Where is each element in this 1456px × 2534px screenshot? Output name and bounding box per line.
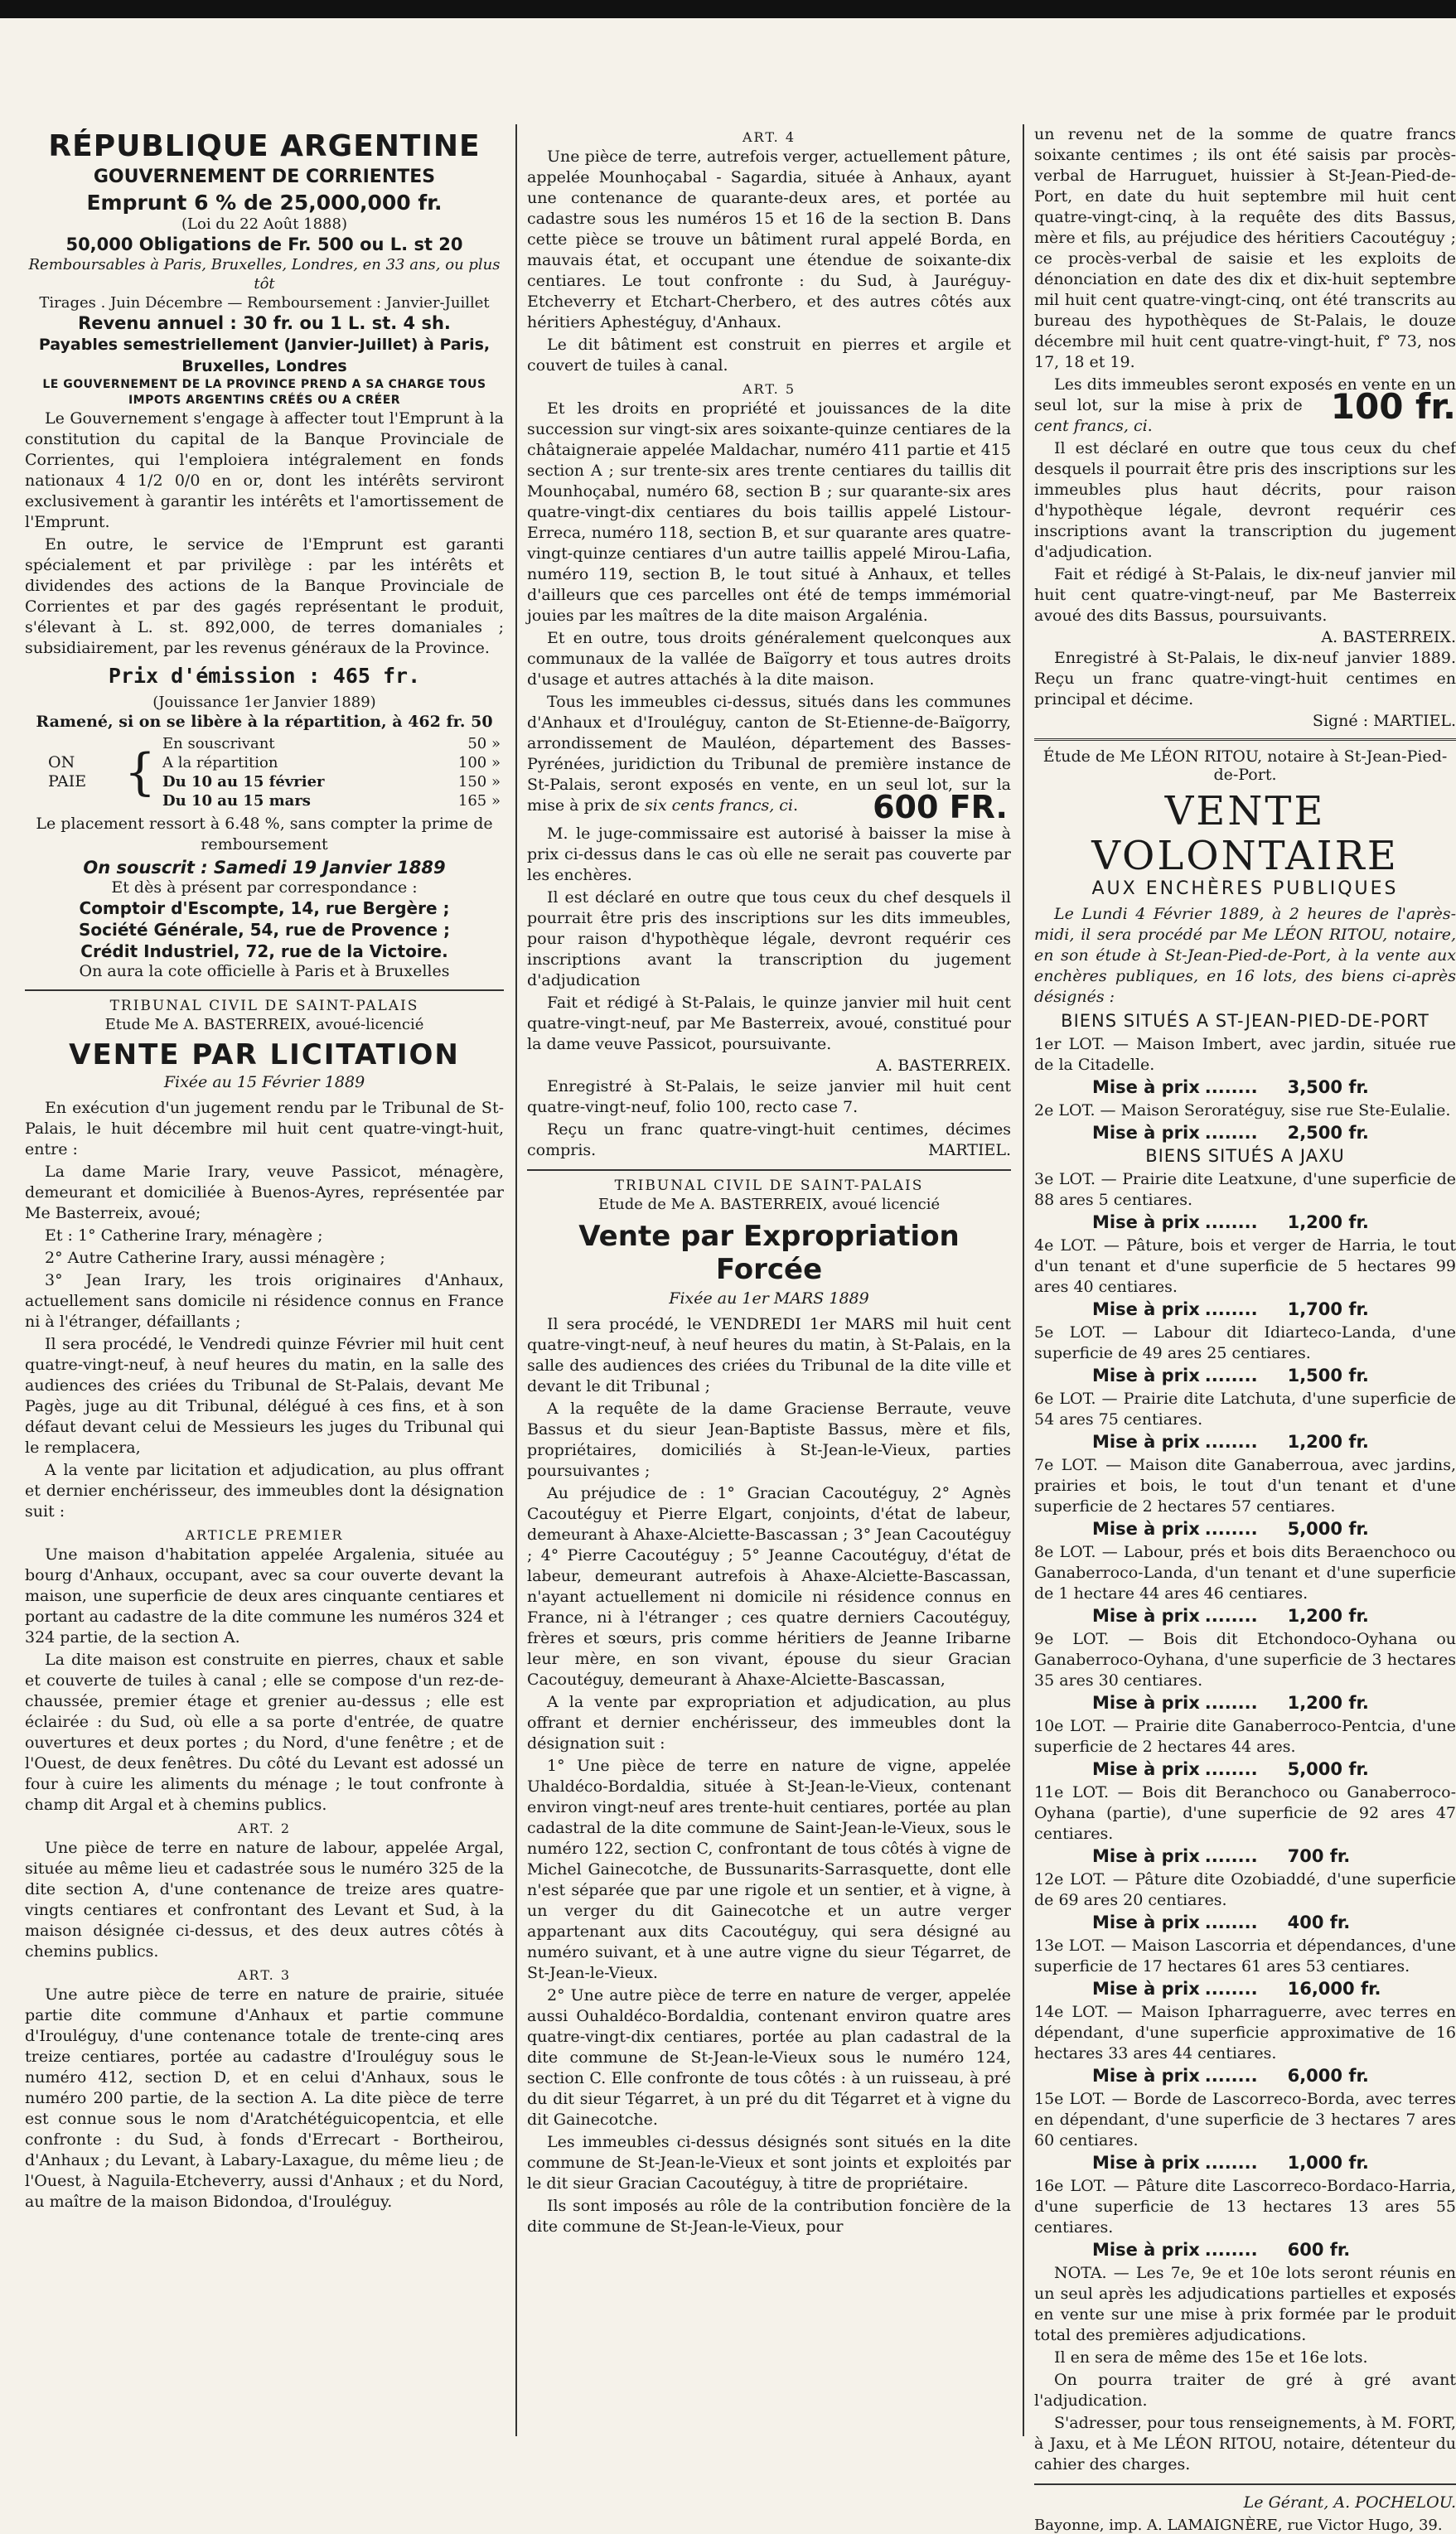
leader-dots: ........ bbox=[1204, 1212, 1258, 1232]
page-top-edge bbox=[0, 0, 1456, 18]
signature: A. BASTERREIX. bbox=[1321, 628, 1456, 646]
etude-heading: Etude Me A. BASTERREIX, avoué-licencié bbox=[104, 1016, 424, 1033]
notice-paragraph: Et : 1° Catherine Irary, ménagère ; bbox=[45, 1226, 323, 1245]
issue-reduced: Ramené, si on se libère à la répartition, à 462 fr. 50 bbox=[36, 713, 493, 731]
etude-heading: Etude de Me A. BASTERREIX, avoué licencié bbox=[597, 1196, 941, 1213]
divider bbox=[25, 989, 504, 991]
lot-description: 7e LOT. — Maison dite Ganaberroua, avec jardins, prairies et bois, le tout d'un tenant et d'une superficie de 2 hectares 57 centiares. bbox=[1034, 1456, 1456, 1516]
notice-paragraph: La dame Marie Irary, veuve Passicot, ménagère, demeurant et domiciliée à Buenos-Ayres, représentée par Me Basterreix, avoué; bbox=[25, 1163, 504, 1222]
payment-brace: { bbox=[123, 743, 156, 801]
lot-price-label: Mise à prix bbox=[1092, 2240, 1200, 2260]
bank-1: Comptoir d'Escompte, 14, rue Bergère ; bbox=[79, 898, 450, 918]
signature: A. BASTERREIX. bbox=[876, 1057, 1011, 1075]
lot-price-label: Mise à prix bbox=[1092, 1759, 1200, 1779]
lot-starting-price bbox=[1092, 1123, 1456, 1143]
lots-list-1 bbox=[1034, 1034, 1456, 1143]
article-text: Et en outre, tous droits généralement quelconques aux communaux de la vallée de Baïgorry et tous autres droits d'usage et autres attachés à la dite maison. bbox=[527, 629, 1011, 689]
article-heading: ART. 5 bbox=[743, 381, 796, 397]
loan-draws: Tirages . Juin Décembre — Remboursement : Janvier-Juillet bbox=[39, 294, 490, 312]
lot-price-label: Mise à prix bbox=[1092, 2066, 1200, 2086]
loan-amount: Emprunt 6 % de 25,000,000 fr. bbox=[86, 191, 443, 215]
leader-dots: ........ bbox=[1204, 1693, 1258, 1713]
loan-payable: Payables semestriellement (Janvier-Juillet) à Paris, Bruxelles, Londres bbox=[38, 336, 491, 375]
leader-dots: ........ bbox=[1204, 1432, 1258, 1452]
payment-row-label: En souscrivant bbox=[162, 735, 275, 752]
lot-price-value: 1,500 fr. bbox=[1287, 1366, 1369, 1385]
lot-price-value: 2,500 fr. bbox=[1287, 1123, 1369, 1143]
article-heading: ARTICLE PREMIER bbox=[185, 1527, 344, 1543]
loan-government: GOUVERNEMENT DE CORRIENTES bbox=[93, 167, 436, 187]
lot-description: 14e LOT. — Maison Ipharraguerre, avec terres en dépendant, d'une superficie approximative de 16 hectares 33 ares 44 centiares. bbox=[1034, 2003, 1456, 2063]
lot-description: 6e LOT. — Prairie dite Latchuta, d'une superficie de 54 ares 75 centiares. bbox=[1034, 1390, 1456, 1429]
notice-paragraph: Il sera procédé, le VENDREDI 1er MARS mil huit cent quatre-vingt-neuf, à neuf heures du matin, à St-Palais, en la salle des audiences des criées du Tribunal de la dite ville et devant le dit Tribunal ; bbox=[527, 1315, 1011, 1395]
article-text: M. le juge-commissaire est autorisé à baisser la mise à prix ci-dessus dans le cas où elle ne serait pas couverte par les enchères. bbox=[527, 825, 1011, 884]
lot-price-value: 3,500 fr. bbox=[1287, 1077, 1369, 1097]
loan-title: RÉPUBLIQUE ARGENTINE bbox=[48, 129, 481, 163]
signature: MARTIEL. bbox=[928, 1141, 1011, 1159]
payment-row-label: Du 10 au 15 février bbox=[162, 773, 325, 791]
notice-paragraph: En exécution d'un jugement rendu par le Tribunal de St-Palais, le huit décembre mil huit cent quatre-vingt-huit, entre : bbox=[25, 1099, 504, 1158]
loan-tax-note: LE GOUVERNEMENT DE LA PROVINCE PREND A SA CHARGE TOUS IMPOTS ARGENTINS CRÉÉS OU A CRÉER bbox=[42, 378, 486, 407]
leader-dots: ........ bbox=[1204, 1606, 1258, 1626]
lot-starting-price bbox=[1092, 1979, 1456, 1999]
lot-price-value: 1,200 fr. bbox=[1287, 1212, 1369, 1232]
payment-row-label: A la répartition bbox=[162, 754, 278, 771]
payment-row-value: 165 » bbox=[457, 792, 501, 810]
lot-price-label: Mise à prix bbox=[1092, 1693, 1200, 1713]
lot-price-label: Mise à prix bbox=[1092, 1606, 1200, 1626]
lot-price-label: Mise à prix bbox=[1092, 1979, 1200, 1999]
lot-price-label: Mise à prix bbox=[1092, 1519, 1200, 1539]
tribunal-heading: TRIBUNAL CIVIL DE SAINT-PALAIS bbox=[614, 1178, 924, 1194]
article-heading: ART. 4 bbox=[743, 129, 796, 145]
newspaper-page bbox=[25, 124, 1456, 2534]
loan-income: Revenu annuel : 30 fr. ou 1 L. st. 4 sh. bbox=[78, 313, 451, 333]
notice-paragraph: Il est déclaré en outre que tous ceux du chef desquels il pourrait être pris des inscriptions sur les immeubles plus haut décrits, pour raison d'hypothèque légale, devront requérir ces inscriptions avant la transcription du jugement d'adjudication. bbox=[1034, 439, 1456, 561]
divider bbox=[1034, 2483, 1456, 2485]
divider bbox=[527, 1169, 1011, 1171]
payment-row-value: 150 » bbox=[457, 773, 501, 791]
lot-starting-price bbox=[1092, 1077, 1456, 1097]
lot-starting-price bbox=[1092, 1299, 1456, 1319]
article-text: Et les droits en propriété et jouissances de la dite succession sur vingt-six ares soixante-quinze centiares de la châtaigneraie appelée Maldachar, numéro 411 partie et 415 section A ; sur trente-six ares trente centiares du taillis dit Mounhoçabal, numéro 68, section B ; sur quarante-six ares quatre-vingt-dix centiares du bois taillis appelé Listour-Errecа, numéro 118, section B, et sur quarante ares quatre-vingt-quinze centiares d'un autre taillis appelé Mirou-Lafia, numéro 119, section B, le tout situé à Anhaux, et telles d'ailleurs que ces parcelles ont été de temps immémorial jouies par les maîtres de la dite maison Argalénia. bbox=[527, 399, 1011, 625]
lot-starting-price bbox=[1092, 2153, 1456, 2173]
lot-price-value: 1,700 fr. bbox=[1287, 1299, 1369, 1319]
lot-starting-price bbox=[1092, 1759, 1456, 1779]
lot-price-value: 16,000 fr. bbox=[1287, 1979, 1381, 1999]
issue-price: Prix d'émission : 465 fr. bbox=[108, 664, 421, 688]
article-text: Une pièce de terre, autrefois verger, actuellement pâture, appelée Mounhoçabal - Sagardia, située à Anhaux, ayant une contenance de quarante-deux ares, et portée au cadastre sous les numéros 15 et 16 de la section B. Dans cette pièce se trouve un bâtiment rural appelé Borda, en mauvais état, et occupant une étendue de soixante-dix centiares. Le tout confronte : du Sud, à Jauréguy-Etcheverry et Etchart-Cherbero, et des autres côtés aux héritiers Aphestéguy, d'Anhaux. bbox=[527, 147, 1011, 331]
lot-description: 2e LOT. — Maison Seroratéguy, sise rue Ste-Eulalie. bbox=[1034, 1101, 1451, 1120]
leader-dots: ........ bbox=[1204, 1366, 1258, 1385]
leader-dots: ........ bbox=[1204, 1519, 1258, 1539]
nota-text: NOTA. — Les 7e, 9e et 10e lots seront réunis en un seul après les adjudications partielles et exposés en vente sur une mise à prix formée par le produit total des premières adjudications. bbox=[1034, 2264, 1456, 2344]
payment-row-label: Du 10 au 15 mars bbox=[162, 792, 311, 810]
lot-price-label: Mise à prix bbox=[1092, 1846, 1200, 1866]
starting-price-600: 600 FR. bbox=[873, 789, 1008, 825]
leader-dots: ........ bbox=[1204, 2240, 1258, 2260]
correspondence-note: Et dès à présent par correspondance : bbox=[111, 878, 418, 897]
lot-starting-price bbox=[1092, 1519, 1456, 1539]
sale-title: VENTE VOLONTAIRE bbox=[1091, 788, 1399, 879]
leader-dots: ........ bbox=[1204, 1759, 1258, 1779]
lot-price-value: 400 fr. bbox=[1287, 1913, 1351, 1932]
lot-description: 9e LOT. — Bois dit Etchondoco-Oyhana ou Ganaberroco-Oyhana, d'une superficie de 3 hectares 35 ares 30 centiares. bbox=[1034, 1630, 1456, 1690]
lot-price-label: Mise à prix bbox=[1092, 1212, 1200, 1232]
column-rule bbox=[515, 124, 517, 2436]
lots-list-2 bbox=[1034, 1169, 1456, 2260]
lot-price-value: 600 fr. bbox=[1287, 2240, 1351, 2260]
article-heading: ART. 2 bbox=[238, 1821, 291, 1836]
starting-price-100: 100 fr. bbox=[1330, 386, 1456, 427]
notice-paragraph: 1° Une pièce de terre en nature de vigne, appelée Uhaldéco-Bordaldia, située à St-Jean-le-Vieux, contenant environ vingt-neuf ares trente-huit centiares, portée au plan cadastral de la dite commune de Saint-Jean-le-Vieux, sous le numéro 122, section C, confrontant de tous côtés à vigne de Michel Gainecotche, de Bussunarits-Sarrasquette, dont elle n'est séparée que par une rigole et un sentier, et à vigne, à un verger du dit Gainecotche et un autre verger appartenant aux dits Cacoutéguy, qui sera désigné au numéro suivant, et à une autre vigne du sieur Tégarret, de St-Jean-le-Vieux. bbox=[527, 1757, 1011, 1982]
notice-paragraph: un revenu net de la somme de quatre francs soixante centimes ; ils ont été saisis par procès-verbal de Harruguet, huissier à St-Jean-Pied-de-Port, en date du huit septembre mil huit cent quatre-vingt-cinq, à la requête des dits Bassus, mère et fils, au préjudice des héritiers Cacoutéguy ; ce procès-verbal de saisie et les exploits de dénonciation en date des dix et dix-huit septembre mil huit cent quatre-vingt-cinq, ont été transcrits au bureau des hypothèques de St-Palais, le douze décembre mil huit cent quatre-vingt-huit, f° 73, nos 17, 18 et 19. bbox=[1034, 125, 1456, 371]
column-1 bbox=[25, 124, 504, 2445]
lot-price-label: Mise à prix bbox=[1092, 1123, 1200, 1143]
loan-obligations: 50,000 Obligations de Fr. 500 ou L. st 20 bbox=[65, 235, 463, 254]
column-2 bbox=[527, 124, 1011, 2445]
bank-3: Crédit Industriel, 72, rue de la Victoire. bbox=[80, 941, 448, 961]
lot-price-value: 6,000 fr. bbox=[1287, 2066, 1369, 2086]
leader-dots: ........ bbox=[1204, 2153, 1258, 2173]
column-3 bbox=[1034, 124, 1456, 2534]
lot-price-value: 1,000 fr. bbox=[1287, 2153, 1369, 2173]
notice-paragraph: Les immeubles ci-dessus désignés sont situés en la dite commune de St-Jean-le-Vieux et sont joints et exploités par le dit sieur Gracian Cacoutéguy, à titre de propriétaire. bbox=[527, 2133, 1011, 2193]
lot-description: 13e LOT. — Maison Lascorria et dépendances, d'une superficie de 17 hectares 61 ares 53 centiares. bbox=[1034, 1937, 1456, 1975]
column-rule bbox=[1023, 124, 1024, 2436]
leader-dots: ........ bbox=[1204, 1979, 1258, 1999]
notice-paragraph: 2° Autre Catherine Irary, aussi ménagère ; bbox=[45, 1249, 385, 1267]
lot-price-value: 1,200 fr. bbox=[1287, 1693, 1369, 1713]
payment-row-value: 100 » bbox=[457, 754, 501, 771]
notice-paragraph: 2° Une autre pièce de terre en nature de verger, appelée aussi Ouhaldéco-Bordaldia, contenant environ quatre ares quatre-vingt-dix centiares, portée au plan cadastral de la dite commune de St-Jean-le-Vieux sous le numéro 124, section C. Elle confronte de tous côtés : à un ruisseau, à pré du dit sieur Tégarret, à un pré du dit Tégarret et à vigne du dit Gainecotche. bbox=[527, 1986, 1011, 2129]
article-text: Tous les immeubles ci-dessus, situés dans les communes d'Anhaux et d'Irouléguy, canton de St-Etienne-de-Baïgorry, arrondissement de Mauléon, département des Basses-Pyrénées, juridiction du Tribunal de première instance de St-Palais, seront exposés en vente, en un seul lot, sur la mise à prix de 600 FR. six cents francs, ci. bbox=[527, 693, 1011, 825]
lot-description: 3e LOT. — Prairie dite Leatxune, d'une superficie de 88 ares 5 centiares. bbox=[1034, 1170, 1456, 1209]
article-heading: ART. 3 bbox=[238, 1967, 291, 1983]
sale-subtitle: AUX ENCHÈRES PUBLIQUES bbox=[1091, 878, 1399, 899]
notice-paragraph: Au préjudice de : 1° Gracian Cacoutéguy, 2° Agnès Cacoutéguy et Pierre Elgart, conjoints, d'état de labeur, demeurant à Ahaxe-Alciette-Bascassan ; 3° Jean Cacoutéguy ; 4° Pierre Cacoutéguy ; 5° Jeanne Cacoutéguy, d'état de labeur, demeurant autrefois à Ahaxe-Alciette-Bascassan, n'ayant actuellement ni domicile ni résidence connus en France, ni à l'étranger ; ces quatre derniers Cacoutéguy, frères et sœurs, pris comme héritiers de Jeanne Iribarne leur mère, en son vivant, épouse du sieur Gracian Cacoutéguy, demeurant à Ahaxe-Alciette-Bascassan, bbox=[527, 1484, 1011, 1689]
notice-paragraph: Ils sont imposés au rôle de la contribution foncière de la dite commune de St-Jean-le-Vieux, pour bbox=[527, 2197, 1011, 2236]
etude-heading: Étude de Me LÉON RITOU, notaire à St-Jean-Pied-de-Port. bbox=[1042, 747, 1448, 784]
lot-description: 12e LOT. — Pâture dite Ozobiaddé, d'une superficie de 69 ares 20 centiares. bbox=[1034, 1870, 1456, 1909]
placement-yield: Le placement ressort à 6.48 %, sans compter la prime de remboursement bbox=[36, 815, 493, 854]
lot-description: 5e LOT. — Labour dit Idiarteco-Landa, d'une superficie de 49 ares 25 centiares. bbox=[1034, 1323, 1456, 1362]
nota-text: S'adresser, pour tous renseignements, à M. FORT, à Jaxu, et à Me LÉON RITOU, notaire, détenteur du cahier des charges. bbox=[1034, 2414, 1456, 2474]
subscription-date: On souscrit : Samedi 19 Janvier 1889 bbox=[83, 858, 446, 878]
starting-price-words: cent francs, ci bbox=[1034, 417, 1148, 435]
lot-description: 16e LOT. — Pâture dite Lascorreco-Bordaco-Harria, d'une superficie de 13 hectares 13 ares 55 centiares. bbox=[1034, 2177, 1456, 2237]
notice-paragraph: A la vente par expropriation et adjudication, au plus offrant et dernier enchérisseur, des immeubles dont la désignation suit : bbox=[527, 1693, 1011, 1753]
issue-enjoyment: (Jouissance 1er Janvier 1889) bbox=[152, 694, 376, 711]
section-heading: BIENS SITUÉS A JAXU bbox=[1145, 1146, 1345, 1166]
lot-price-label: Mise à prix bbox=[1092, 1077, 1200, 1097]
nota-text: On pourra traiter de gré à gré avant l'adjudication. bbox=[1034, 2371, 1456, 2410]
lot-starting-price bbox=[1092, 1212, 1456, 1232]
signature: Signé : MARTIEL. bbox=[1312, 712, 1456, 730]
payment-schedule bbox=[25, 734, 504, 810]
leader-dots: ........ bbox=[1204, 1846, 1258, 1866]
lot-starting-price bbox=[1092, 1913, 1456, 1932]
notice-paragraph: Les dits immeubles seront exposés en vente en un seul lot, sur la mise à prix de 100 fr. cent francs, ci. bbox=[1034, 375, 1456, 435]
article-text: Une maison d'habitation appelée Argalenia, située au bourg d'Anhaux, occupant, avec sa cour ouverte devant la maison, une superficie de deux ares cinquante centiares et portant au cadastre de la dite commune les numéros 324 et 324 partie, de la section A. bbox=[25, 1545, 504, 1647]
notice-paragraph: Il sera procédé, le Vendredi quinze Février mil huit cent quatre-vingt-neuf, à neuf heures du matin, en la salle des audiences des criées du Tribunal de St-Palais, devant Me Pagès, juge au dit Tribunal, délégué à ces fins, et à son défaut devant celui de Messieurs les juges du Tribunal qui le remplacera, bbox=[25, 1335, 504, 1457]
leader-dots: ........ bbox=[1204, 1077, 1258, 1097]
lot-description: 10e LOT. — Prairie dite Ganaberroco-Pentcia, d'une superficie de 2 hectares 44 ares. bbox=[1034, 1717, 1456, 1756]
leader-dots: ........ bbox=[1204, 2066, 1258, 2086]
lot-price-value: 700 fr. bbox=[1287, 1846, 1351, 1866]
lot-description: 1er LOT. — Maison Imbert, avec jardin, située rue de la Citadelle. bbox=[1034, 1035, 1456, 1074]
registration-text: Enregistré à St-Palais, le dix-neuf janvier 1889. Reçu un franc quatre-vingt-huit centimes en principal et décime. bbox=[1034, 649, 1456, 708]
loan-paragraph-2: En outre, le service de l'Emprunt est garanti spécialement et par privilège : par les intérêts et dividendes des actions de la Banque Provinciale de Corrientes et par des gagés représentant le produit, s'élevant à L. st. 892,000, de terres domaniales ; subsidiairement, par les revenus généraux de la Province. bbox=[25, 535, 504, 657]
lot-price-label: Mise à prix bbox=[1092, 1366, 1200, 1385]
payment-label: ON PAIE bbox=[48, 753, 87, 791]
leader-dots: ........ bbox=[1204, 1299, 1258, 1319]
article-text: Fait et rédigé à St-Palais, le quinze janvier mil huit cent quatre-vingt-neuf, par Me Basterreix, avoué, constitué pour la dame veuve Passicot, poursuivante. bbox=[527, 994, 1011, 1053]
lot-description: 11e LOT. — Bois dit Beranchoco ou Ganaberroco-Oyhana (partie), d'une superficie de 92 ares 47 centiares. bbox=[1034, 1783, 1456, 1843]
starting-price-words: six cents francs, ci bbox=[645, 796, 794, 815]
notice-paragraph: A la requête de la dame Graciense Berraute, veuve Bassus et du sieur Jean-Baptiste Bassus, mère et fils, propriétaires, domiciliés à St-Jean-le-Vieux, parties poursuivantes ; bbox=[527, 1400, 1011, 1480]
loan-law: (Loi du 22 Août 1888) bbox=[181, 215, 347, 233]
lot-price-value: 1,200 fr. bbox=[1287, 1432, 1369, 1452]
article-text: Une pièce de terre en nature de labour, appelée Argal, située au même lieu et cadastrée sous le numéro 325 de la dite section A, d'une contenance de treize ares quatre-vingts centiares et confrontant des Levant et Sud, à la maison désignée ci-dessus, et des deux autres côtés à chemins publics. bbox=[25, 1839, 504, 1961]
bank-2: Société Générale, 54, rue de Provence ; bbox=[79, 920, 450, 940]
tribunal-heading: TRIBUNAL CIVIL DE SAINT-PALAIS bbox=[109, 998, 419, 1014]
lot-price-label: Mise à prix bbox=[1092, 2153, 1200, 2173]
payment-row-value: 50 » bbox=[467, 735, 501, 752]
sale-title: Vente par Expropriation Forcée bbox=[578, 1220, 960, 1286]
notice-paragraph: Fait et rédigé à St-Palais, le dix-neuf janvier mil huit cent quatre-vingt-neuf, par Me Basterreix avoué des dits Bassus, poursuivants. bbox=[1034, 565, 1456, 625]
notice-paragraph: 3° Jean Irary, les trois originaires d'Anhaux, actuellement sans domicile ni résidence connus en France ni à l'étranger, défaillants ; bbox=[25, 1271, 504, 1331]
sale-date: Fixée au 1er MARS 1889 bbox=[669, 1289, 869, 1308]
printer-line: Bayonne, imp. A. LAMAIGNÈRE, rue Victor Hugo, 39. bbox=[1034, 2517, 1443, 2534]
leader-dots: ........ bbox=[1204, 1123, 1258, 1143]
registration-received: Reçu un franc quatre-vingt-huit centimes, décimes compris. MARTIEL. bbox=[527, 1120, 1011, 1159]
lot-description: 8e LOT. — Labour, prés et bois dits Beraenchoco ou Ganaberroco-Landa, d'un tenant et d'une superficie de 1 hectare 44 ares 46 centiares. bbox=[1034, 1543, 1456, 1603]
quote-note: On aura la cote officielle à Paris et à Bruxelles bbox=[79, 962, 450, 980]
article-text: Le dit bâtiment est construit en pierres et argile et couvert de tuiles à canal. bbox=[527, 336, 1011, 375]
lot-price-label: Mise à prix bbox=[1092, 1913, 1200, 1932]
section-heading: BIENS SITUÉS A ST-JEAN-PIED-DE-PORT bbox=[1061, 1011, 1429, 1031]
lot-price-value: 5,000 fr. bbox=[1287, 1759, 1369, 1779]
loan-repayment: Remboursables à Paris, Bruxelles, Londres, en 33 ans, ou plus tôt bbox=[28, 256, 501, 293]
lot-price-label: Mise à prix bbox=[1092, 1299, 1200, 1319]
notice-paragraph: A la vente par licitation et adjudication, au plus offrant et dernier enchérisseur, des immeubles dont la désignation suit : bbox=[25, 1461, 504, 1521]
nota-text: Il en sera de même des 15e et 16e lots. bbox=[1054, 2348, 1368, 2367]
lot-starting-price bbox=[1092, 1432, 1456, 1452]
lot-price-value: 5,000 fr. bbox=[1287, 1519, 1369, 1539]
sale-intro: Le Lundi 4 Février 1889, à 2 heures de l'après-midi, il sera procédé par Me LÉON RITOU, notaire, en son étude à St-Jean-Pied-de-Port, à la vente aux enchères publiques, en 16 lots, des biens ci-après désignés : bbox=[1034, 905, 1456, 1006]
manager-signature: Le Gérant, A. POCHELOU. bbox=[1243, 2493, 1456, 2512]
lot-starting-price bbox=[1092, 2066, 1456, 2086]
lot-starting-price bbox=[1092, 2240, 1456, 2260]
lot-starting-price bbox=[1092, 1693, 1456, 1713]
lot-starting-price bbox=[1092, 1606, 1456, 1626]
starting-price-text: Tous les immeubles ci-dessus, situés dans les communes d'Anhaux et d'Irouléguy, canton de St-Etienne-de-Baïgorry, arrondissement de Mauléon, département des Basses-Pyrénées, juridiction du Tribunal de première instance de St-Palais, seront exposés en vente, en un seul lot, sur la mise à prix de bbox=[527, 693, 1011, 815]
article-text: Une autre pièce de terre en nature de prairie, située partie dite commune d'Anhaux et partie commune d'Irouléguy, d'une contenance totale de trente-cinq ares treize centiares, portée au cadastre d'Irouléguy sous le numéro 412, section D, et en celui d'Anhaux, sous le numéro 200 partie, de la section A. La dite pièce de terre est connue sous le nom d'Aratchétéguicopentcia, et elle confronte : du Sud, à fonds d'Errecart - Bortheirou, d'Anhaux ; du Levant, à Labary-Laxague, du même lieu ; de l'Ouest, à Naguila-Etcheverry, aussi d'Anhaux ; et du Nord, au maître de la maison Bidondoa, d'Irouléguy. bbox=[25, 1985, 504, 2211]
sale-date: Fixée au 15 Février 1889 bbox=[163, 1073, 365, 1091]
sale-title: VENTE PAR LICITATION bbox=[69, 1038, 460, 1071]
loan-paragraph-1: Le Gouvernement s'engage à affecter tout l'Emprunt à la constitution du capital de la Banque Provinciale de Corrientes, qui l'emploiera intégralement en fonds nationaux 4 1/2 0/0 en or, dont les intérêts serviront exclusivement à garantir les intérêts et l'amortissement de l'Emprunt. bbox=[25, 409, 504, 531]
lot-price-label: Mise à prix bbox=[1092, 1432, 1200, 1452]
lot-price-value: 1,200 fr. bbox=[1287, 1606, 1369, 1626]
article-text: La dite maison est construite en pierres, chaux et sable et couverte de tuiles à canal ; elle se compose d'un rez-de-chaussée, premier étage et grenier au-dessus ; elle est éclairée : du Sud, où elle a sa porte d'entrée, de quatre ouvertures et deux portes ; du Nord, d'une fenêtre ; et de l'Ouest, de deux fenêtres. Du côté du Levant est adossé un four à cuire les aliments du ménage ; le tout confronte à champ dit Argal et à chemins publics. bbox=[25, 1651, 504, 1814]
divider bbox=[1034, 738, 1456, 741]
article-text: Il est déclaré en outre que tous ceux du chef desquels il pourrait être pris des inscriptions sur les dits immeubles, pour raison d'hypothèque légale, devront requérir ces inscriptions avant la transcription du jugement d'adjudication bbox=[527, 888, 1011, 989]
lot-description: 15e LOT. — Borde de Lascorreco-Borda, avec terres en dépendant, d'une superficie de 3 hectares 7 ares 60 centiares. bbox=[1034, 2090, 1456, 2150]
lot-description: 4e LOT. — Pâture, bois et verger de Harria, le tout d'un tenant et d'une superficie de 5 hectares 99 ares 40 centiares. bbox=[1034, 1236, 1456, 1296]
lot-starting-price bbox=[1092, 1366, 1456, 1385]
registration-text: Enregistré à St-Palais, le seize janvier mil huit cent quatre-vingt-neuf, folio 100, recto case 7. bbox=[527, 1077, 1011, 1116]
lot-starting-price bbox=[1092, 1846, 1456, 1866]
leader-dots: ........ bbox=[1204, 1913, 1258, 1932]
